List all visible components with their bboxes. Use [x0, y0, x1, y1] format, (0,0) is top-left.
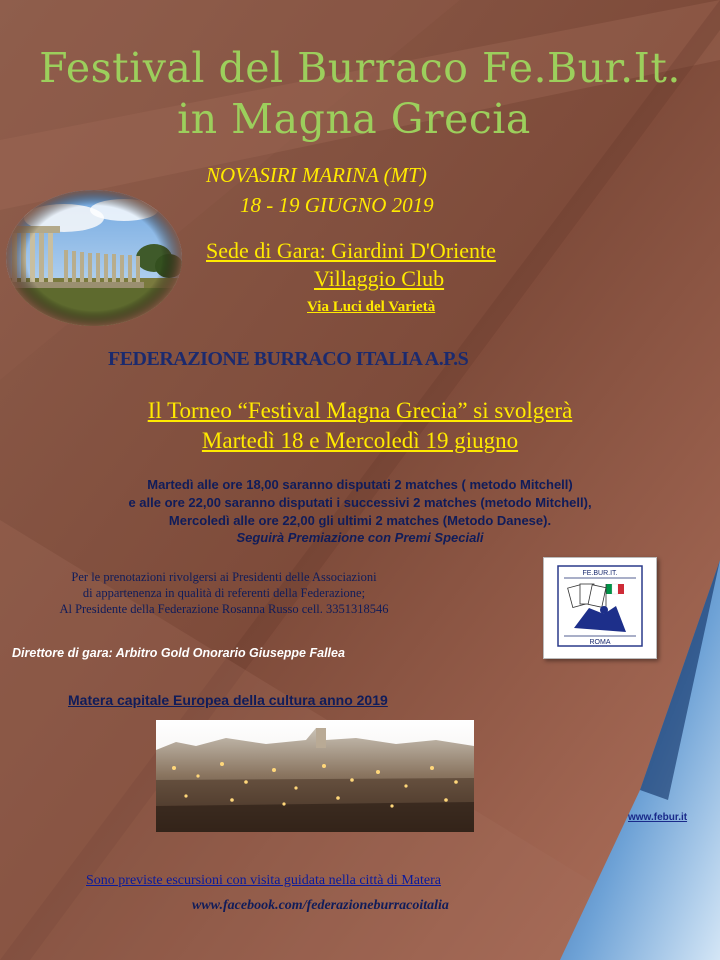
- venue-address: Via Luci del Varietà: [307, 299, 436, 315]
- details-line-1: Martedì alle ore 18,00 saranno disputati 2 matches ( metodo Mitchell): [147, 477, 573, 492]
- title-line-2: in Magna Grecia: [177, 95, 531, 143]
- direttore-di-gara: Direttore di gara: Arbitro Gold Onorario Giuseppe Fallea: [12, 646, 345, 660]
- facebook-url[interactable]: www.facebook.com/federazioneburracoitalia: [192, 898, 449, 913]
- prenotazioni-block: [14, 569, 434, 617]
- title-line-1: Festival del Burraco Fe.Bur.It.: [39, 44, 681, 92]
- feburit-logo: [543, 557, 657, 659]
- logo-bottom-text: ROMA: [589, 639, 611, 646]
- details-line-4: Seguirà Premiazione con Premi Speciali: [236, 530, 484, 545]
- venue-line-1: Sede di Gara: Giardini D'Oriente: [206, 238, 496, 263]
- website-link[interactable]: www.febur.it: [628, 812, 688, 823]
- feburit-logo-graphic: [544, 558, 656, 658]
- prenotazioni-line-1: Per le prenotazioni rivolgersi ai Presidenti delle Associazioni: [71, 570, 377, 584]
- matera-capitale: Matera capitale Europea della cultura anno 2019: [68, 692, 388, 708]
- location-city: NOVASIRI MARINA (MT): [206, 163, 427, 187]
- escursioni-link[interactable]: Sono previste escursioni con visita guidata nella città di Matera: [86, 873, 441, 888]
- prenotazioni-line-2: di appartenenza in qualità di referenti della Federazione;: [82, 586, 366, 600]
- federation-name: FEDERAZIONE BURRACO ITALIA A.P.S: [108, 348, 469, 370]
- prenotazioni-line-3: Al Presidente della Federazione Rosanna Russo cell. 3351318546: [59, 602, 389, 616]
- matera-photo: [156, 720, 474, 832]
- location-dates: 18 - 19 GIUGNO 2019: [240, 193, 434, 217]
- torneo-line-1: Il Torneo “Festival Magna Grecia” si svolgerà: [147, 398, 573, 423]
- details-line-3: Mercoledì alle ore 22,00 gli ultimi 2 matches (Metodo Danese).: [168, 513, 552, 528]
- details-line-2: e alle ore 22,00 saranno disputati i successivi 2 matches (metodo Mitchell),: [128, 495, 592, 510]
- temple-photo: [4, 188, 184, 328]
- logo-top-text: FE.BUR.IT.: [582, 570, 618, 577]
- venue-line-2: Villaggio Club: [314, 266, 445, 291]
- torneo-line-2: Martedì 18 e Mercoledì 19 giugno: [201, 428, 519, 453]
